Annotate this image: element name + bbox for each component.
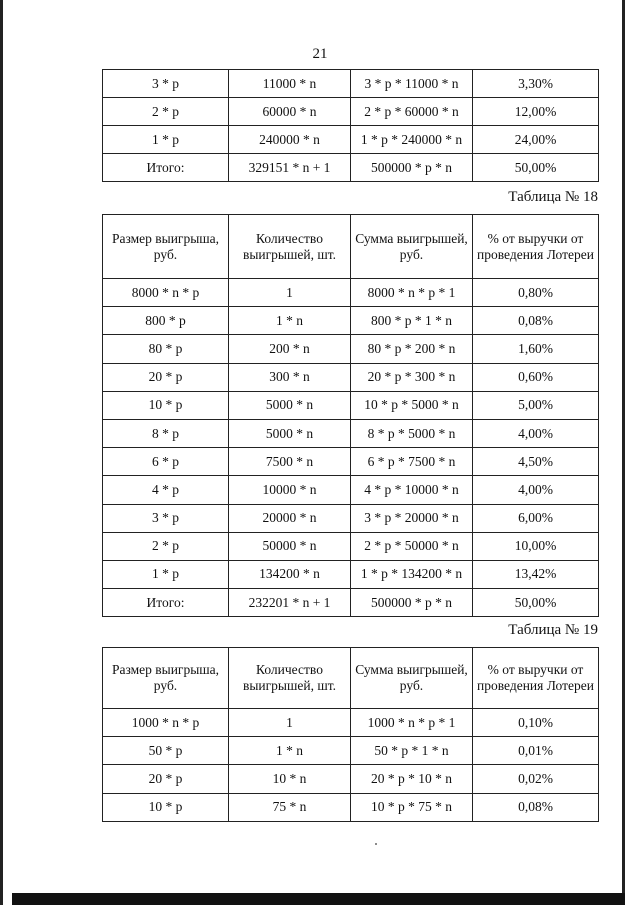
cell-prize: 1000 * n * p — [103, 709, 229, 737]
cell-count: 11000 * n — [229, 70, 351, 98]
table-row — [103, 765, 599, 793]
cell-count: 20000 * n — [229, 504, 351, 532]
cell-count: 1 * n — [229, 307, 351, 335]
cell-prize: Итого: — [103, 589, 229, 617]
cell-sum: 500000 * p * n — [351, 154, 473, 182]
cell-percent: 0,02% — [473, 765, 599, 793]
cell-percent: 4,50% — [473, 448, 599, 476]
cell-percent: 0,08% — [473, 307, 599, 335]
table-row — [103, 504, 599, 532]
cell-prize: 8 * p — [103, 419, 229, 447]
table-row — [103, 98, 599, 126]
cell-percent: 4,00% — [473, 476, 599, 504]
cell-sum: 6 * p * 7500 * n — [351, 448, 473, 476]
cell-count: 60000 * n — [229, 98, 351, 126]
cell-percent: 0,80% — [473, 279, 599, 307]
cell-prize: 20 * p — [103, 765, 229, 793]
header-prize-sum: Сумма выигрышей, руб. — [351, 648, 473, 709]
cell-percent: 0,60% — [473, 363, 599, 391]
table-row — [103, 279, 599, 307]
cell-percent: 24,00% — [473, 126, 599, 154]
table-row — [103, 448, 599, 476]
cell-count: 134200 * n — [229, 560, 351, 588]
cell-count: 1 — [229, 279, 351, 307]
cell-prize: 80 * p — [103, 335, 229, 363]
cell-percent: 4,00% — [473, 419, 599, 447]
table-row — [103, 476, 599, 504]
cell-sum: 50 * p * 1 * n — [351, 737, 473, 765]
header-prize-size: Размер выигрыша, руб. — [103, 648, 229, 709]
cell-sum: 500000 * p * n — [351, 589, 473, 617]
cell-sum: 20 * p * 300 * n — [351, 363, 473, 391]
cell-percent: 13,42% — [473, 560, 599, 588]
cell-sum: 8000 * n * p * 1 — [351, 279, 473, 307]
scan-left-edge — [0, 0, 3, 905]
cell-count: 5000 * n — [229, 419, 351, 447]
table-total-row — [103, 589, 599, 617]
scan-speck — [375, 843, 377, 845]
header-prize-sum: Сумма выигрышей, руб. — [351, 215, 473, 279]
cell-prize: Итого: — [103, 154, 229, 182]
cell-count: 50000 * n — [229, 532, 351, 560]
header-revenue-percent: % от выручки от проведения Лотереи — [473, 215, 599, 279]
cell-prize: 1 * p — [103, 126, 229, 154]
table-row — [103, 737, 599, 765]
header-revenue-percent: % от выручки от проведения Лотереи — [473, 648, 599, 709]
table-row — [103, 70, 599, 98]
cell-percent: 3,30% — [473, 70, 599, 98]
header-prize-size: Размер выигрыша, руб. — [103, 215, 229, 279]
cell-prize: 20 * p — [103, 363, 229, 391]
cell-percent: 50,00% — [473, 589, 599, 617]
cell-prize: 4 * p — [103, 476, 229, 504]
table-row — [103, 560, 599, 588]
cell-sum: 80 * p * 200 * n — [351, 335, 473, 363]
cell-prize: 3 * p — [103, 504, 229, 532]
page-number: 21 — [312, 46, 328, 62]
cell-percent: 5,00% — [473, 391, 599, 419]
cell-sum: 800 * p * 1 * n — [351, 307, 473, 335]
table-row — [103, 391, 599, 419]
table-row — [103, 307, 599, 335]
cell-count: 7500 * n — [229, 448, 351, 476]
table-row — [103, 126, 599, 154]
cell-prize: 10 * p — [103, 793, 229, 821]
header-prize-count: Количество выигрышей, шт. — [229, 648, 351, 709]
table-18-caption: Таблица № 18 — [508, 189, 598, 205]
cell-prize: 50 * p — [103, 737, 229, 765]
cell-sum: 1 * p * 134200 * n — [351, 560, 473, 588]
cell-sum: 4 * p * 10000 * n — [351, 476, 473, 504]
cell-count: 240000 * n — [229, 126, 351, 154]
cell-percent: 0,01% — [473, 737, 599, 765]
cell-sum: 2 * p * 60000 * n — [351, 98, 473, 126]
table-row — [103, 793, 599, 821]
cell-sum: 10 * p * 5000 * n — [351, 391, 473, 419]
cell-percent: 0,08% — [473, 793, 599, 821]
table-17-continued — [102, 69, 599, 182]
cell-sum: 20 * p * 10 * n — [351, 765, 473, 793]
table-row — [103, 363, 599, 391]
cell-count: 10 * n — [229, 765, 351, 793]
cell-percent: 1,60% — [473, 335, 599, 363]
table-total-row — [103, 154, 599, 182]
table-header-row — [103, 215, 599, 279]
table-19-caption: Таблица № 19 — [508, 622, 598, 638]
cell-sum: 3 * p * 11000 * n — [351, 70, 473, 98]
cell-sum: 2 * p * 50000 * n — [351, 532, 473, 560]
cell-count: 329151 * n + 1 — [229, 154, 351, 182]
cell-prize: 3 * p — [103, 70, 229, 98]
scan-bottom-bar — [12, 893, 625, 905]
cell-sum: 3 * p * 20000 * n — [351, 504, 473, 532]
table-row — [103, 419, 599, 447]
cell-prize: 6 * p — [103, 448, 229, 476]
cell-prize: 8000 * n * p — [103, 279, 229, 307]
cell-percent: 12,00% — [473, 98, 599, 126]
cell-count: 1 * n — [229, 737, 351, 765]
cell-count: 200 * n — [229, 335, 351, 363]
cell-percent: 50,00% — [473, 154, 599, 182]
cell-percent: 6,00% — [473, 504, 599, 532]
cell-percent: 0,10% — [473, 709, 599, 737]
cell-count: 75 * n — [229, 793, 351, 821]
cell-sum: 1 * p * 240000 * n — [351, 126, 473, 154]
table-row — [103, 709, 599, 737]
cell-count: 300 * n — [229, 363, 351, 391]
table-row — [103, 335, 599, 363]
table-19 — [102, 647, 599, 822]
cell-count: 232201 * n + 1 — [229, 589, 351, 617]
header-prize-count: Количество выигрышей, шт. — [229, 215, 351, 279]
cell-sum: 10 * p * 75 * n — [351, 793, 473, 821]
cell-prize: 1 * p — [103, 560, 229, 588]
cell-count: 5000 * n — [229, 391, 351, 419]
cell-count: 10000 * n — [229, 476, 351, 504]
table-18 — [102, 214, 599, 617]
cell-prize: 10 * p — [103, 391, 229, 419]
table-row — [103, 532, 599, 560]
cell-prize: 800 * p — [103, 307, 229, 335]
cell-sum: 8 * p * 5000 * n — [351, 419, 473, 447]
table-header-row — [103, 648, 599, 709]
cell-percent: 10,00% — [473, 532, 599, 560]
scan-right-edge — [622, 0, 625, 905]
cell-sum: 1000 * n * p * 1 — [351, 709, 473, 737]
cell-prize: 2 * p — [103, 98, 229, 126]
cell-prize: 2 * p — [103, 532, 229, 560]
cell-count: 1 — [229, 709, 351, 737]
